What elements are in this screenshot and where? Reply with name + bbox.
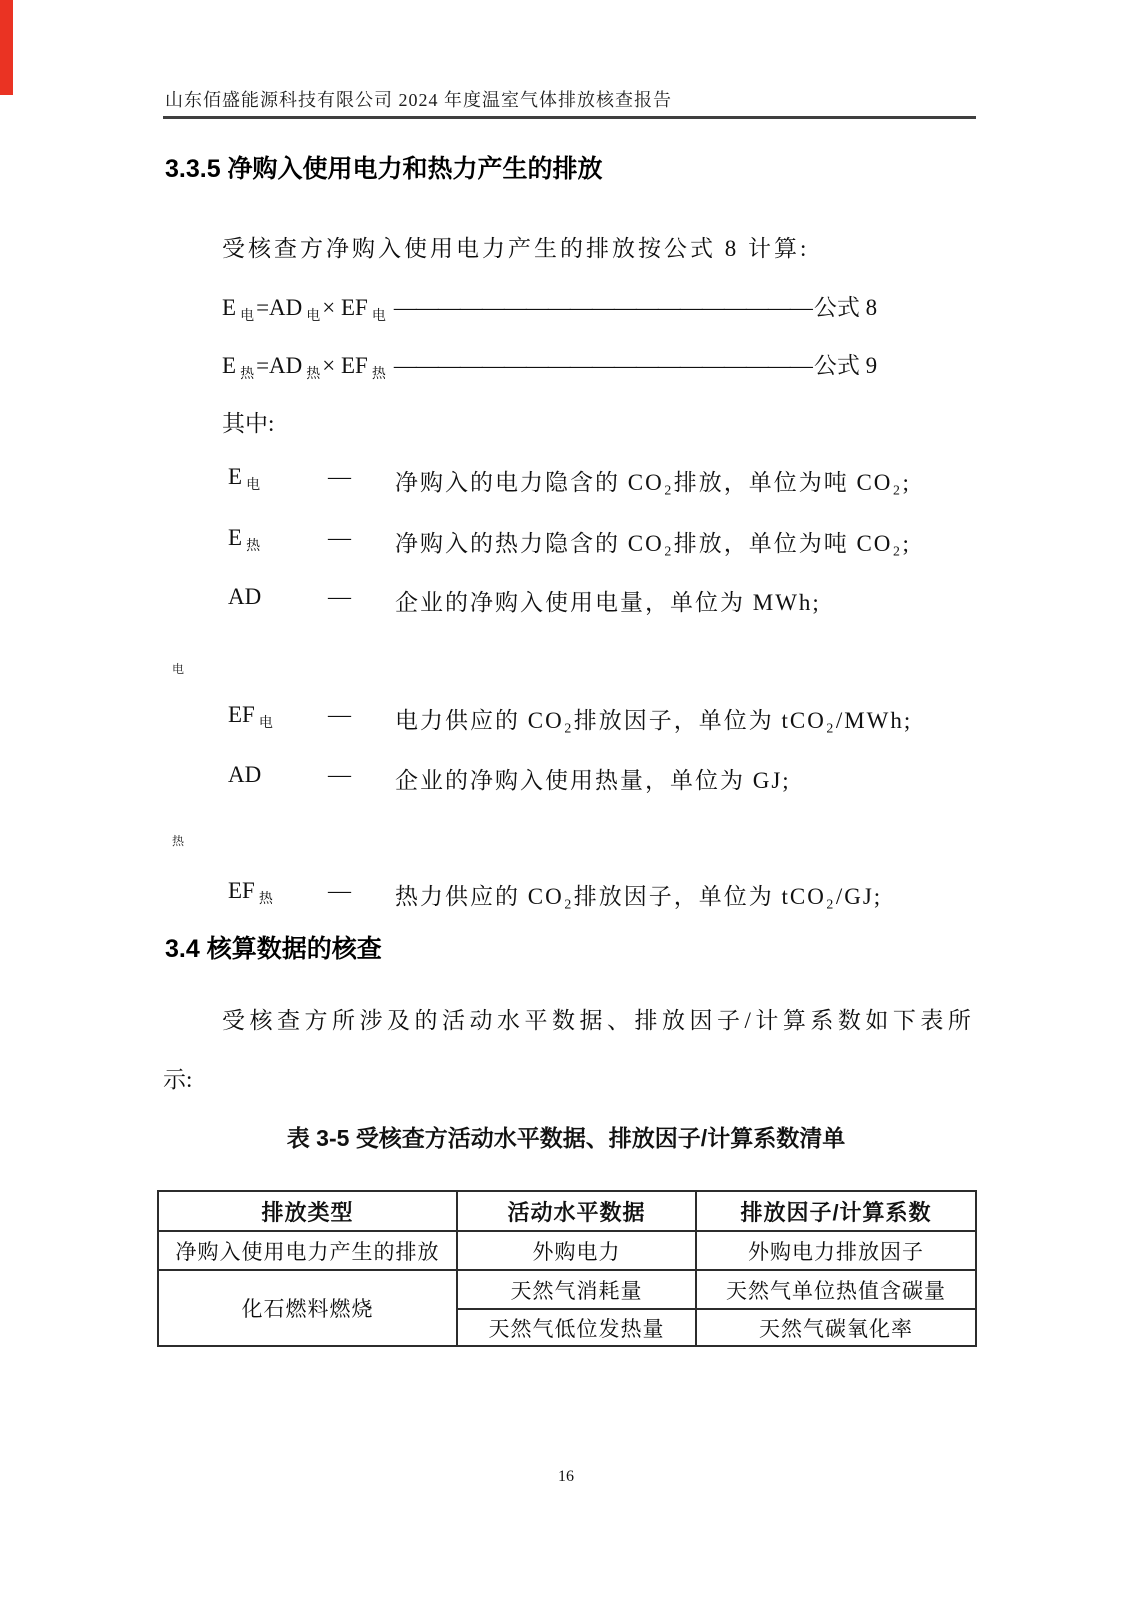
definition-text: 企业的净购入使用电量，单位为 MWh;	[395, 590, 821, 615]
definition-row-ef-re	[228, 878, 948, 908]
definition-dash: —	[328, 464, 351, 489]
formula-9-rhs: × EF	[322, 353, 368, 378]
col-header-emission-type: 排放类型	[158, 1191, 457, 1231]
cell-emission-factor: 天然气碳氧化率	[696, 1309, 976, 1346]
definition-row-e-re	[228, 525, 948, 555]
intro-paragraph: 受核查方净购入使用电力产生的排放按公式 8 计算:	[222, 236, 810, 261]
definition-row-ad-re	[228, 762, 948, 792]
cell-emission-factor: 外购电力排放因子	[696, 1231, 976, 1270]
formula-9-mid: =AD	[256, 353, 303, 378]
orphan-subscript-dian: 电	[172, 662, 185, 676]
formula-9-lhs: E	[222, 353, 237, 378]
definition-row-ef-dian	[228, 702, 948, 732]
formula-8	[222, 289, 877, 325]
cell-emission-type: 净购入使用电力产生的排放	[158, 1231, 457, 1270]
table-row	[158, 1231, 976, 1270]
definition-text: 净购入的热力隐含的 CO₂排放，单位为吨 CO₂;	[395, 531, 911, 556]
cell-activity-data: 天然气消耗量	[457, 1270, 696, 1309]
definition-term: E $_热$	[228, 525, 261, 554]
formula-8-sub1: 电	[240, 309, 255, 324]
definition-text: 热力供应的 CO₂排放因子，单位为 tCO₂/GJ;	[395, 884, 883, 909]
revision-bar	[0, 0, 13, 95]
among-label: 其中:	[222, 411, 275, 436]
data-table	[157, 1190, 977, 1347]
definition-row-e-dian	[228, 464, 948, 494]
formula-8-sub3: 电	[371, 309, 386, 324]
cell-activity-data: 外购电力	[457, 1231, 696, 1270]
table-intro-line2: 示:	[163, 1067, 193, 1092]
definition-text: 企业的净购入使用热量，单位为 GJ;	[395, 768, 791, 793]
formula-9-label: 公式 9	[813, 353, 878, 378]
formula-8-label: 公式 8	[813, 295, 878, 320]
col-header-emission-factor: 排放因子/计算系数	[696, 1191, 976, 1231]
definition-term: AD	[228, 584, 262, 609]
formula-9-sub1: 热	[240, 367, 255, 382]
definition-term: E $_电$	[228, 464, 261, 493]
formula-9-leader: ———————————————————	[393, 353, 812, 378]
definition-term: EF $_热$	[228, 878, 273, 907]
definition-term: AD	[228, 762, 262, 787]
orphan-subscript-re: 热	[172, 834, 185, 848]
cell-emission-factor: 天然气单位热值含碳量	[696, 1270, 976, 1309]
col-header-activity-data: 活动水平数据	[457, 1191, 696, 1231]
page-number: 16	[558, 1468, 574, 1485]
formula-9-sub3: 热	[371, 367, 386, 382]
formula-8-rhs: × EF	[322, 295, 368, 320]
definition-dash: —	[328, 525, 351, 550]
formula-8-sub2: 电	[306, 309, 321, 324]
definition-dash: —	[328, 584, 351, 609]
table-row	[158, 1270, 976, 1309]
table-caption: 表 3-5 受核查方活动水平数据、排放因子/计算系数清单	[286, 1125, 846, 1151]
formula-8-lhs: E	[222, 295, 237, 320]
table-header-row	[158, 1191, 976, 1231]
section-3-4-heading: 3.4 核算数据的核查	[165, 935, 382, 963]
definition-term: EF $_电$	[228, 702, 273, 731]
definition-row-ad-dian	[228, 584, 948, 614]
formula-9-sub2: 热	[306, 367, 321, 382]
cell-emission-type: 化石燃料燃烧	[158, 1270, 457, 1346]
section-3-3-5-heading: 3.3.5 净购入使用电力和热力产生的排放	[165, 155, 603, 183]
page-header-title: 山东佰盛能源科技有限公司 2024 年度温室气体排放核查报告	[165, 90, 672, 110]
definition-dash: —	[328, 878, 351, 903]
table-intro-line1: 受核查方所涉及的活动水平数据、排放因子/计算系数如下表所	[222, 1008, 976, 1033]
formula-9	[222, 347, 877, 383]
formula-8-mid: =AD	[256, 295, 303, 320]
cell-activity-data: 天然气低位发热量	[457, 1309, 696, 1346]
header-rule	[163, 116, 976, 119]
formula-8-leader: ———————————————————	[393, 295, 812, 320]
definition-dash: —	[328, 762, 351, 787]
definition-text: 净购入的电力隐含的 CO₂排放，单位为吨 CO₂;	[395, 470, 911, 495]
definition-text: 电力供应的 CO₂排放因子，单位为 tCO₂/MWh;	[395, 708, 913, 733]
definition-dash: —	[328, 702, 351, 727]
